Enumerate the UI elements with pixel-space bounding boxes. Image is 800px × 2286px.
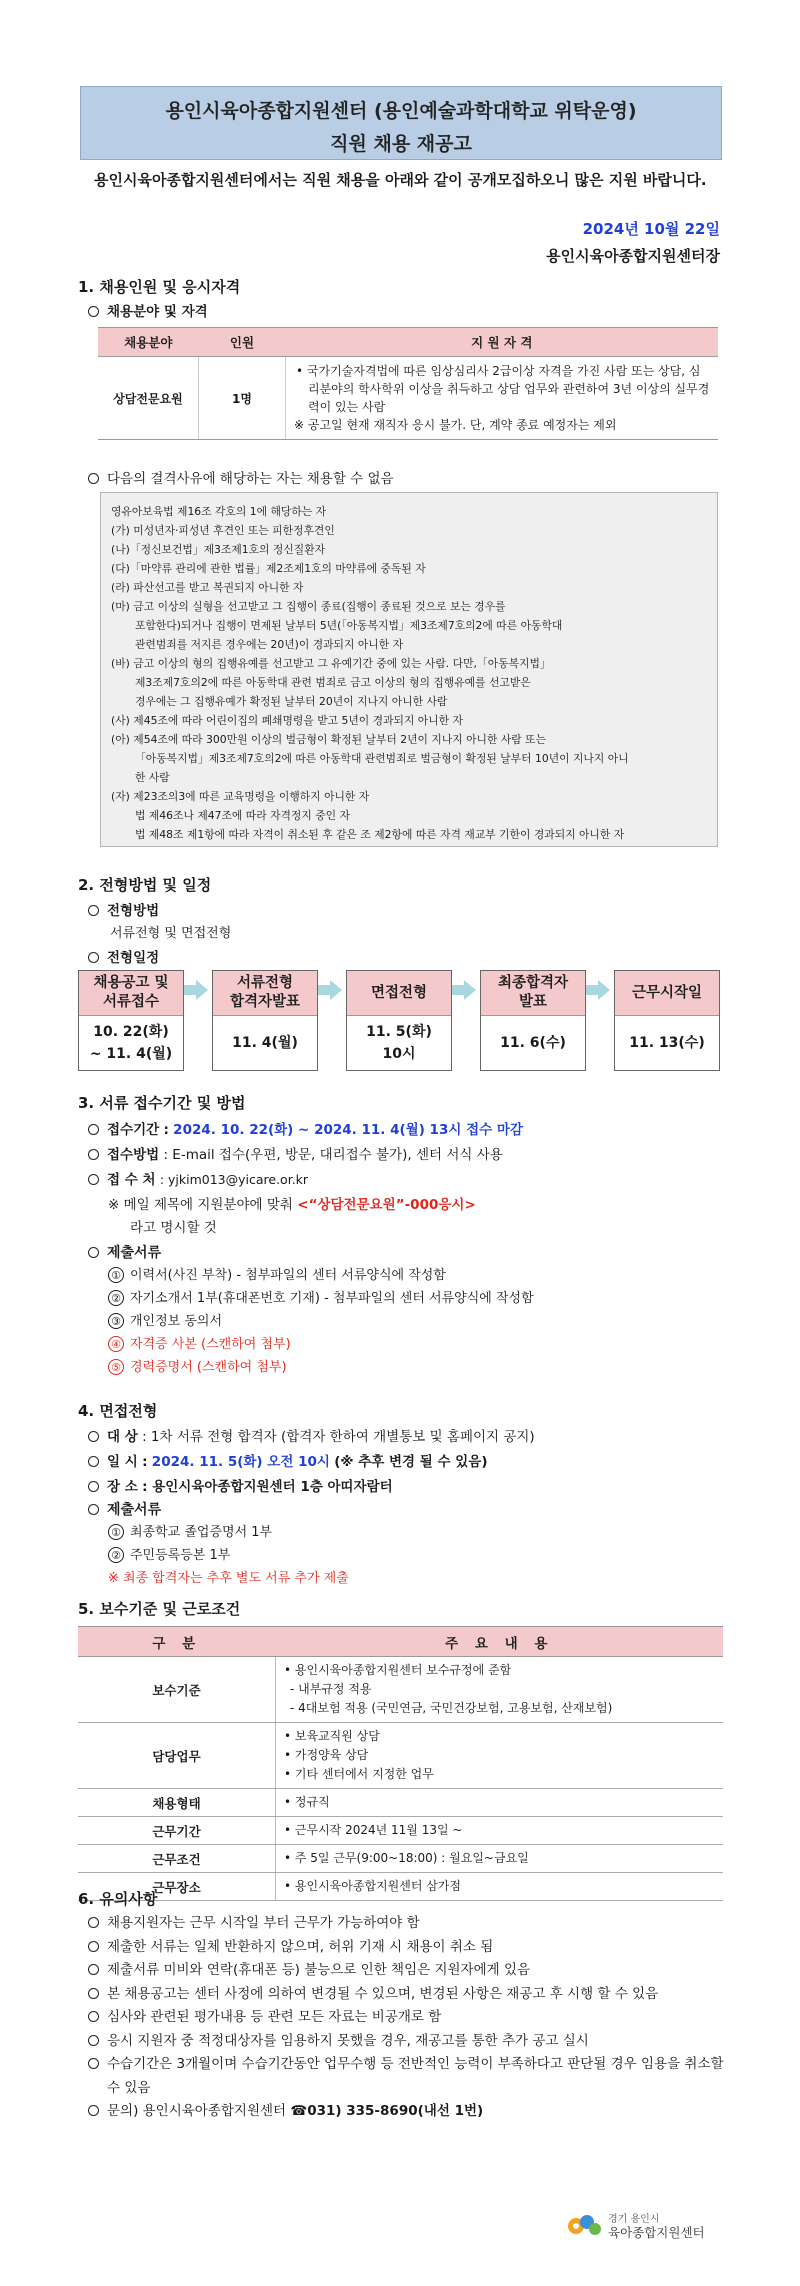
section-1-sub: 채용분야 및 자격 [88,300,208,320]
table-row [78,1789,723,1817]
table-header-row [78,1627,723,1657]
disq-line: 한 사람 [135,771,170,784]
circle-bullet-icon [88,1917,99,1928]
docs-list [108,1264,534,1379]
row-key: 근무조건 [78,1845,276,1873]
step-date: 11. 13(수) [629,1035,705,1051]
recruit-table [98,327,718,440]
list-item: 제출한 서류는 일체 반환하지 않으며, 허위 기재 시 채용이 취소 됨 [88,1936,728,1960]
logo-small-text: 경기 용인시 [608,2214,660,2225]
table-row [78,1873,723,1901]
contact-phone: ☎031) 335-8690(내선 1번) [290,2103,484,2119]
row-value: • 보육교직원 상담 • 가정양육 상담 • 기타 센터에서 지정한 업무 [276,1723,724,1789]
step-head: 면접전형 [370,984,428,1001]
table-row [78,1723,723,1789]
list-item: ① 이력서(사진 부착) - 첨부파일의 센터 서류양식에 작성함 [108,1264,534,1287]
list-item: 본 채용공고는 센터 사정에 의하여 변경될 수 있으며, 변경된 사항은 재공고 후 시행 할 수 있음 [88,1983,728,2007]
table-row [78,1817,723,1845]
disq-line: (다)「마약류 관리에 관한 법률」제2조제1호의 마약류에 중독된 자 [111,562,426,575]
period-line: 접수기간 : 2024. 10. 22(화) ~ 2024. 11. 4(월) 13시 접수 마감 [88,1118,523,1138]
list-item: ① 최종학교 졸업증명서 1부 [108,1521,349,1544]
step-date: ~ 11. 4(월) [89,1046,173,1062]
method-text: 서류전형 및 면접전형 [110,926,232,941]
qual-note: ※ 공고일 현재 재직자 응시 불가. 단, 계약 종료 예정자는 제외 [294,418,617,432]
table-header-row [98,328,718,357]
method-title: 전형방법 [88,899,159,919]
table-row [78,1845,723,1873]
circle-bullet-icon [88,1247,99,1258]
table-header-cell: 인원 [199,328,286,357]
table-header-cell: 지 원 자 격 [286,328,719,357]
disq-line: 「아동복지법」제3조제7호의2에 따른 아동학대 관련범죄로 벌금형이 확정된 날부터 10년이 지나지 아니 [135,752,629,765]
disq-line: (가) 미성년자·피성년 후견인 또는 피한정후견인 [111,524,335,537]
disqualification-box [100,492,718,847]
row-value: • 근무시작 2024년 11월 13일 ~ [276,1817,724,1845]
step-head: 서류접수 [102,994,160,1010]
qual-text: • 국가기술자격법에 따른 임상심리사 2급이상 자격을 가진 사람 또는 상담, 심리분야의 학사학위 이상을 취득하고 상담 업무와 관련하여 3년 이상의 실무경력이 있는 사람 [296,364,710,414]
table-header-cell: 주 요 내 용 [276,1627,724,1657]
docs-title: 제출서류 [88,1242,161,1262]
email-address: : yjkim013@yicare.or.kr [159,1172,309,1187]
circle-bullet-icon [88,2011,99,2022]
disq-line: 포함한다)되거나 집행이 면제된 날부터 5년(「아동복지법」제3조제7호의2에 따른 아동학대 [135,619,563,632]
row-value: • 주 5일 근무(9:00~18:00) : 월요일~금요일 [276,1845,724,1873]
circle-bullet-icon [88,2105,99,2116]
circle-bullet-icon [88,1149,99,1160]
final-note: ※ 최종 합격자는 추후 별도 서류 추가 제출 [108,1571,349,1586]
schedule-step-1 [78,970,184,1071]
circle-bullet-icon [88,952,99,963]
row-key: 채용형태 [78,1789,276,1817]
arrow-right-icon [196,980,208,1000]
section-6-title: 6. 유의사항 [78,1890,158,1908]
contact-line: 문의) 용인시육아종합지원센터 ☎031) 335-8690(내선 1번) [88,2100,728,2124]
step-head: 합격자발표 [229,994,301,1010]
list-item: ⑤ 경력증명서 (스캔하여 첨부) [108,1356,534,1379]
notice-date: 2024년 10월 22일 [582,220,720,238]
step-head: 최종합격자 [497,975,569,991]
disq-line: (마) 금고 이상의 실형을 선고받고 그 집행이 종료(집행이 종료된 것으로 보는 경우를 [111,600,506,613]
schedule-step-3 [346,970,452,1071]
circle-bullet-icon [88,1124,99,1135]
list-item: 채용지원자는 근무 시작일 부터 근무가 가능하여야 함 [88,1912,728,1936]
row-key: 근무기간 [78,1817,276,1845]
list-item: ④ 자격증 사본 (스캔하여 첨부) [108,1333,534,1356]
row-value: • 정규직 [276,1789,724,1817]
intro-text: 용인시육아종합지원센터에서는 직원 채용을 아래와 같이 공개모집하오니 많은 지원 바랍니다. [94,171,707,189]
row-key: 담당업무 [78,1723,276,1789]
disq-line: (자) 제23조의3에 따른 교육명령을 이행하지 아니한 자 [111,790,370,803]
disq-line: (사) 제45조에 따라 어린이집의 폐쇄명령을 받고 5년이 경과되지 아니한 자 [111,714,463,727]
schedule-step-5 [614,970,720,1071]
disq-line: 법 제48조 제1항에 따라 자격이 취소된 후 같은 조 제2항에 따른 자격 재교부 기한이 경과되지 아니한 자 [135,828,625,841]
disq-title: 다음의 결격사유에 해당하는 자는 채용할 수 없음 [88,467,394,487]
circle-bullet-icon [88,1988,99,1999]
interview-place-line: 장 소 : 용인시육아종합지원센터 1층 아띠자람터 [88,1475,393,1495]
step-date: 11. 4(월) [232,1035,298,1051]
section-1-title: 1. 채용인원 및 응시자격 [78,278,241,296]
circle-bullet-icon [88,473,99,484]
row-value: • 용인시육아종합지원센터 삼가점 [276,1873,724,1901]
list-item: 제출서류 미비와 연락(휴대폰 등) 불능으로 인한 책임은 지원자에게 있음 [88,1959,728,1983]
target-line: 대 상 : 1차 서류 전형 합격자 (합격자 한하여 개별통보 및 홈페이지 공지) [88,1425,535,1445]
circle-bullet-icon [88,1941,99,1952]
section-2-title: 2. 전형방법 및 일정 [78,876,212,894]
step-date: 11. 6(수) [500,1035,566,1051]
disq-line: (나)「정신보건법」제3조제1호의 정신질환자 [111,543,326,556]
schedule-title: 전형일정 [88,946,159,966]
list-item: 응시 지원자 중 적정대상자를 임용하지 못했을 경우, 재공고를 통한 추가 공고 실시 [88,2030,728,2054]
circle-bullet-icon [88,2058,99,2069]
list-item: ③ 개인정보 동의서 [108,1310,534,1333]
list-item: 심사와 관련된 평가내용 등 관련 모든 자료는 비공개로 함 [88,2006,728,2030]
list-item: ② 주민등록등본 1부 [108,1544,349,1567]
step-date: 10. 22(화) [93,1024,169,1040]
interview-docs-title: 제출서류 [88,1499,161,1519]
disq-line: 영유아보육법 제16조 각호의 1에 해당하는 자 [111,505,327,518]
disq-line: 법 제46조나 제47조에 따라 자격정지 중인 자 [135,809,350,822]
section-3-title: 3. 서류 접수기간 및 방법 [78,1094,246,1112]
circle-bullet-icon [88,1481,99,1492]
disq-line: (아) 제54조에 따라 300만원 이상의 벌금형이 확정된 날부터 2년이 지나지 아니한 사람 또는 [111,733,547,746]
qual-cell [286,357,719,440]
arrow-right-icon [464,980,476,1000]
schedule-step-4 [480,970,586,1071]
row-key: 근무장소 [78,1873,276,1901]
subject-note-2: 라고 명시할 것 [130,1220,217,1236]
logo-name: 육아종합지원센터 [608,2225,705,2240]
list-item: ② 자기소개서 1부(휴대폰번호 기재) - 첨부파일의 센터 서류양식에 작성함 [108,1287,534,1310]
title-line-2: 직원 채용 재공고 [330,133,472,155]
subject-format: <“상담전문요원”-000응시> [297,1197,476,1213]
interview-date-line: 일 시 : 2024. 11. 5(화) 오전 10시 (※ 추후 변경 될 수 있음) [88,1450,488,1470]
place-line: 접 수 처 : yjkim013@yicare.or.kr [88,1168,308,1188]
step-head: 근무시작일 [631,984,703,1001]
step-head: 채용공고 및 [93,975,169,991]
table-header-cell: 채용분야 [98,328,199,357]
table-row [78,1657,723,1723]
center-logo [566,2208,726,2242]
schedule-step-2 [212,970,318,1071]
count-cell: 1명 [199,357,286,440]
circle-bullet-icon [88,1431,99,1442]
logo-mark-icon [566,2210,602,2240]
subject-note: ※ 메일 제목에 지원분야에 맞춰 <“상담전문요원”-000응시> [108,1197,476,1213]
table-header-cell: 구 분 [78,1627,276,1657]
circle-bullet-icon [88,2035,99,2046]
notes-list [88,1912,728,2124]
arrow-right-icon [330,980,342,1000]
circle-bullet-icon [88,1174,99,1185]
field-cell: 상담전문요원 [98,357,199,440]
section-5-title: 5. 보수기준 및 근로조건 [78,1600,241,1618]
table-row [98,357,718,440]
interview-docs-list [108,1521,349,1590]
notice-org: 용인시육아종합지원센터장 [546,247,720,265]
conditions-table [78,1626,723,1901]
circle-bullet-icon [88,1964,99,1975]
step-date: 11. 5(화) [366,1024,432,1040]
step-date: 10시 [382,1046,416,1062]
list-item: 수습기간은 3개월이며 수습기간동안 업무수행 등 전반적인 능력이 부족하다고 판단될 경우 임용을 취소할 수 있음 [88,2053,728,2100]
disq-line: (라) 파산선고를 받고 복권되지 아니한 자 [111,581,304,594]
disq-line: 관련범죄를 저지른 경우에는 20년)이 경과되지 아니한 자 [135,638,403,651]
section-4-title: 4. 면접전형 [78,1402,158,1420]
title-line-1: 용인시육아종합지원센터 (용인예술과학대학교 위탁운영) [165,100,637,122]
disq-line: 제3조제7호의2에 따른 아동학대 관련 범죄로 금고 이상의 형의 집행유예를 선고받은 [135,676,531,689]
row-value: • 용인시육아종합지원센터 보수규정에 준함 - 내부규정 적용 - 4대보험 적용 (국민연금, 국민건강보험, 고용보험, 산재보험) [276,1657,724,1723]
arrow-right-icon [598,980,610,1000]
step-head: 서류전형 [236,975,294,991]
row-key: 보수기준 [78,1657,276,1723]
disq-line: 경우에는 그 집행유예가 확정된 날부터 20년이 지나지 아니한 사람 [135,695,448,708]
circle-bullet-icon [88,1504,99,1515]
title-banner [80,86,722,160]
step-head: 발표 [518,994,547,1010]
circle-bullet-icon [88,306,99,317]
circle-bullet-icon [88,905,99,916]
method-line: 접수방법 : E-mail 접수(우편, 방문, 대리접수 불가), 센터 서식 사용 [88,1143,503,1163]
disq-line: (바) 금고 이상의 형의 집행유예를 선고받고 그 유예기간 중에 있는 사람. 다만,「아동복지법」 [111,657,551,670]
circle-bullet-icon [88,1456,99,1467]
